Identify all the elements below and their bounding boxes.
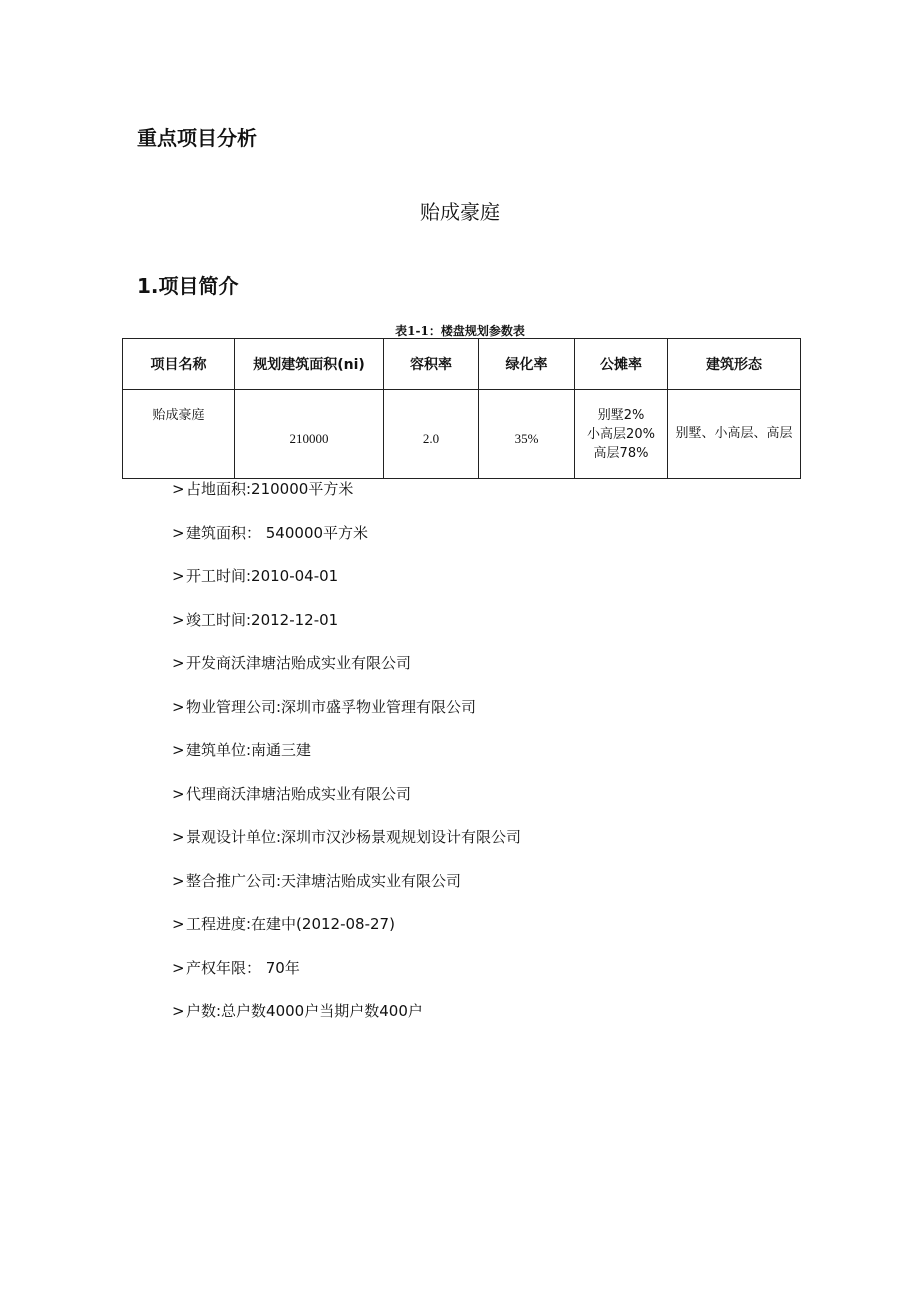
detail-item-promotion (172, 870, 521, 914)
bullet-marker: > (172, 871, 185, 890)
detail-text: 物业管理公司:深圳市盛孚物业管理有限公司 (186, 697, 477, 716)
header-planned-area: 规划建筑面积(ni) (235, 339, 384, 390)
detail-item-building-area (172, 522, 521, 566)
detail-item-progress (172, 913, 521, 957)
bullet-marker: > (172, 610, 185, 629)
detail-text: 开工时间:2010-04-01 (186, 567, 339, 585)
detail-item-land-area (172, 478, 521, 522)
header-project-name: 项目名称 (123, 339, 235, 390)
bullet-marker: > (172, 915, 185, 933)
bullet-marker: > (172, 654, 185, 672)
header-green-rate: 绿化率 (479, 339, 575, 390)
bullet-marker: > (172, 1002, 185, 1020)
header-plot-ratio: 容积率 (384, 339, 479, 390)
detail-text: 占地面积:210000平方米 (186, 480, 354, 498)
detail-text: 工程进度:在建中(2012-08-27) (186, 915, 395, 933)
cell-building-form: 别墅、小高层、高层 (668, 390, 801, 479)
bullet-marker: > (172, 523, 185, 542)
detail-text: 户数:总户数4000户当期户数400户 (186, 1002, 423, 1020)
bullet-marker: > (172, 784, 185, 803)
share-rate-villa: 别墅2% (597, 407, 645, 423)
detail-text: 建筑面积： 540000平方米 (186, 523, 369, 542)
project-title: 贻成豪庭 (420, 200, 500, 224)
planning-parameters-table (122, 338, 801, 479)
header-building-form: 建筑形态 (668, 339, 801, 390)
detail-item-landscape-design (172, 826, 521, 870)
bullet-marker: > (172, 480, 185, 498)
detail-text: 建筑单位:南通三建 (186, 741, 312, 759)
page-title: 重点项目分析 (137, 126, 257, 150)
project-details-list (172, 478, 521, 1044)
share-rate-high-rise: 高层78% (593, 445, 649, 461)
detail-text: 景观设计单位:深圳市汉沙杨景观规划设计有限公司 (186, 828, 522, 846)
detail-text: 整合推广公司:天津塘沽贻成实业有限公司 (186, 871, 462, 890)
share-rate-mid-rise: 小高层20% (587, 426, 655, 442)
bullet-marker: > (172, 567, 185, 585)
bullet-marker: > (172, 697, 185, 716)
detail-item-developer (172, 652, 521, 696)
cell-project-name: 贻成豪庭 (123, 390, 235, 479)
cell-share-rate (575, 390, 668, 479)
header-share-rate: 公摊率 (575, 339, 668, 390)
detail-text: 竣工时间:2012-12-01 (186, 610, 339, 629)
bullet-marker: > (172, 828, 185, 846)
cell-plot-ratio: 2.0 (384, 390, 479, 479)
bullet-marker: > (172, 741, 185, 759)
detail-item-property-term (172, 957, 521, 1001)
detail-text: 开发商沃津塘沽贻成实业有限公司 (186, 654, 412, 672)
detail-item-agent (172, 783, 521, 827)
detail-item-property-management (172, 696, 521, 740)
section-heading: 1.项目简介 (137, 274, 239, 298)
detail-item-completion-date (172, 609, 521, 653)
table-header-row (123, 339, 801, 390)
detail-item-construction-unit (172, 739, 521, 783)
cell-green-rate: 35% (479, 390, 575, 479)
table-caption: 表1-1：楼盘规划参数表 (395, 324, 525, 338)
detail-item-households (172, 1000, 521, 1044)
detail-item-start-date (172, 565, 521, 609)
detail-text: 产权年限： 70年 (186, 958, 300, 977)
detail-text: 代理商沃津塘沽贻成实业有限公司 (186, 784, 412, 803)
table-row (123, 390, 801, 479)
bullet-marker: > (172, 958, 185, 977)
cell-planned-area: 210000 (235, 390, 384, 479)
